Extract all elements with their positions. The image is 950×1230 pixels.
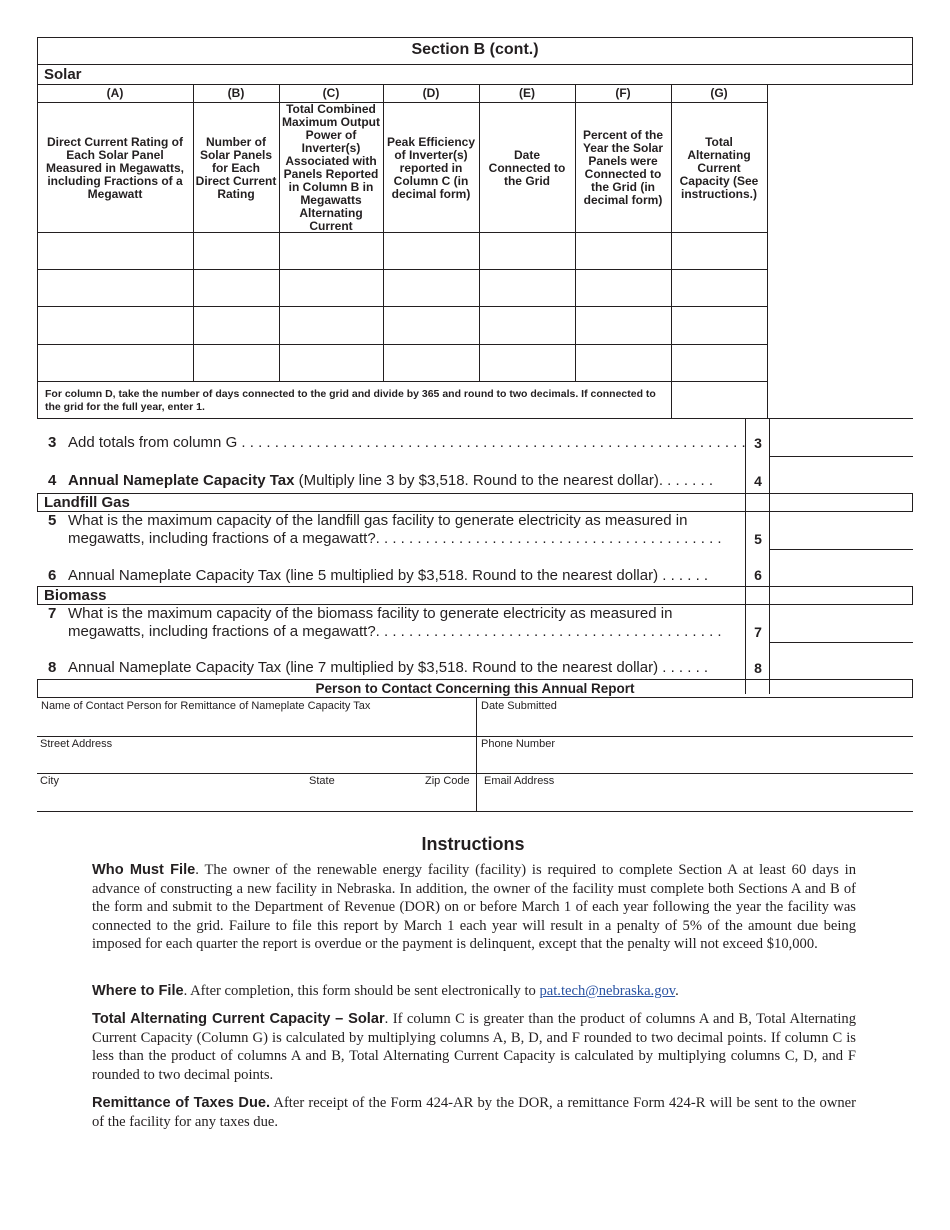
line-4-number: 4 bbox=[754, 473, 762, 489]
street-address-field[interactable] bbox=[38, 737, 475, 773]
solar-row-2-col-d-cell[interactable] bbox=[384, 270, 479, 306]
line-7: 7 What is the maximum capacity of the biomass facility to generate electricity as measured in bbox=[48, 605, 673, 622]
biomass-heading: Biomass bbox=[44, 587, 107, 604]
solar-row-2-col-c-cell[interactable] bbox=[280, 270, 383, 306]
solar-row-2-col-a-cell[interactable] bbox=[38, 270, 193, 306]
date-submitted-label: Date Submitted bbox=[481, 700, 557, 712]
line-5-entry[interactable] bbox=[770, 512, 913, 549]
column-f-heading: Percent of the Year the Solar Panels were Connected to the Grid (in decimal form) bbox=[582, 128, 664, 207]
solar-row-1-col-e-cell[interactable] bbox=[480, 233, 575, 269]
line-7-cont: megawatts, including fractions of a megawatt?. . . . . . . . . . . . . . . . . . . . . . . . . . . . . . . . . . . . . . . . . . bbox=[68, 623, 722, 640]
line-7-number: 7 bbox=[754, 624, 762, 640]
phone-number-label: Phone Number bbox=[481, 738, 555, 750]
instructions-title: Instructions bbox=[421, 834, 525, 854]
solar-row-1-col-g-cell[interactable] bbox=[672, 233, 767, 269]
column-g-letter: (G) bbox=[710, 86, 728, 100]
line-8: 8 Annual Nameplate Capacity Tax (line 7 multiplied by $3,518. Round to the nearest dollar) . . . . . . bbox=[48, 659, 709, 676]
solar-row-2-col-g-cell[interactable] bbox=[672, 270, 767, 306]
solar-row-3-col-b-cell[interactable] bbox=[194, 307, 279, 343]
column-e-letter: (E) bbox=[519, 86, 535, 100]
solar-row-3-col-e-cell[interactable] bbox=[480, 307, 575, 343]
email-address-label: Email Address bbox=[484, 775, 555, 787]
line-8-number: 8 bbox=[754, 660, 762, 676]
solar-row-2-col-e-cell[interactable] bbox=[480, 270, 575, 306]
solar-row-4-col-a-cell[interactable] bbox=[38, 345, 193, 381]
solar-row-3-col-f-cell[interactable] bbox=[576, 307, 671, 343]
contact-name-field[interactable] bbox=[38, 698, 475, 736]
landfill-heading: Landfill Gas bbox=[44, 494, 130, 511]
solar-row-1-col-c-cell[interactable] bbox=[280, 233, 383, 269]
line-4-entry[interactable] bbox=[770, 457, 913, 493]
solar-row-4-col-g-cell[interactable] bbox=[672, 345, 767, 381]
email-link[interactable]: pat.tech@nebraska.gov bbox=[539, 983, 676, 999]
line-5: 5 What is the maximum capacity of the landfill gas facility to generate electricity as measured in bbox=[48, 512, 688, 529]
column-e-heading: Date Connected to the Grid bbox=[488, 147, 566, 188]
column-c-heading: Total Combined Maximum Output Power of Inverter(s) Associated with Panels Reported in Column B in Megawatts Alternating Current bbox=[282, 102, 380, 233]
solar-row-3-col-d-cell[interactable] bbox=[384, 307, 479, 343]
contact-name-label: Name of Contact Person for Remittance of Nameplate Capacity Tax bbox=[41, 700, 371, 712]
state-label: State bbox=[309, 775, 335, 787]
solar-total-cell[interactable] bbox=[672, 382, 767, 418]
column-c-letter: (C) bbox=[322, 86, 340, 100]
email-address-field[interactable] bbox=[477, 774, 912, 811]
column-a-letter: (A) bbox=[106, 86, 124, 100]
solar-row-4-col-e-cell[interactable] bbox=[480, 345, 575, 381]
column-b-heading: Number of Solar Panels for Each Direct Current Rating bbox=[195, 134, 277, 201]
column-f-letter: (F) bbox=[615, 86, 631, 100]
zip-code-label: Zip Code bbox=[425, 775, 470, 787]
solar-row-4-col-c-cell[interactable] bbox=[280, 345, 383, 381]
line-3: 3 Add totals from column G . . . . . . . . . . . . . . . . . . . . . . . . . . . . . . . . . . . . . . . . . . . . . . . . . . . . . . . . . . . . . bbox=[48, 434, 746, 451]
column-d-note: For column D, take the number of days connected to the grid and divide by 365 and round to two decimals. If connected to the grid for the full year, enter 1. bbox=[45, 388, 656, 413]
solar-row-4-col-b-cell[interactable] bbox=[194, 345, 279, 381]
column-b-letter: (B) bbox=[227, 86, 245, 100]
solar-row-4-col-d-cell[interactable] bbox=[384, 345, 479, 381]
solar-row-1-col-f-cell[interactable] bbox=[576, 233, 671, 269]
contact-heading: Person to Contact Concerning this Annual Report bbox=[315, 681, 635, 696]
solar-row-1-col-a-cell[interactable] bbox=[38, 233, 193, 269]
where-to-file-paragraph: Where to File. After completion, this form should be sent electronically to pat.tech@nebraska.gov. bbox=[92, 983, 679, 999]
solar-row-3-col-g-cell[interactable] bbox=[672, 307, 767, 343]
line-4: 4 Annual Nameplate Capacity Tax (Multiply line 3 by $3,518. Round to the nearest dollar). . . . . . . bbox=[48, 472, 714, 489]
line-7-entry[interactable] bbox=[770, 605, 913, 642]
line-6-entry[interactable] bbox=[770, 550, 913, 586]
line-3-entry[interactable] bbox=[770, 419, 913, 456]
line-3-number: 3 bbox=[754, 435, 762, 451]
city-state-zip-field[interactable] bbox=[38, 774, 475, 811]
solar-row-3-col-a-cell[interactable] bbox=[38, 307, 193, 343]
section-title: Section B (cont.) bbox=[411, 41, 539, 58]
column-a-heading: Direct Current Rating of Each Solar Panel Measured in Megawatts, including Fractions of a Megawatt bbox=[45, 134, 185, 201]
column-d-letter: (D) bbox=[422, 86, 440, 100]
line-8-entry[interactable] bbox=[770, 643, 913, 679]
solar-row-4-col-f-cell[interactable] bbox=[576, 345, 671, 381]
line-5-number: 5 bbox=[754, 531, 762, 547]
solar-row-2-col-f-cell[interactable] bbox=[576, 270, 671, 306]
solar-row-1-col-d-cell[interactable] bbox=[384, 233, 479, 269]
line-5-cont: megawatts, including fractions of a megawatt?. . . . . . . . . . . . . . . . . . . . . . . . . . . . . . . . . . . . . . . . . . bbox=[68, 530, 722, 547]
line-6-number: 6 bbox=[754, 567, 762, 583]
solar-heading: Solar bbox=[44, 66, 82, 83]
solar-row-1-col-b-cell[interactable] bbox=[194, 233, 279, 269]
street-address-label: Street Address bbox=[40, 738, 113, 750]
solar-row-2-col-b-cell[interactable] bbox=[194, 270, 279, 306]
solar-row-3-col-c-cell[interactable] bbox=[280, 307, 383, 343]
city-label: City bbox=[40, 775, 59, 787]
date-submitted-field[interactable] bbox=[477, 698, 912, 736]
who-must-file-paragraph: Who Must File. The owner of the renewable energy facility (facility) is required to complete Section A at least 60 days in advance of constructing a new facility in Nebraska. In addition, the owner of the facility must complete both Sections A and B of the form and submit to the Department of Revenue (DOR) on or before March 1 of each year following the year the facility was connected to the grid. Failure to file this report by March 1 each year will result in a penalty of 5% of the amount due being imposed for each quarter the report is overdue or the payment is delinquent, except that the penalty will not exceed $10,000. bbox=[92, 862, 856, 953]
phone-number-field[interactable] bbox=[477, 737, 912, 773]
total-capacity-paragraph: Total Alternating Current Capacity – Solar. If column C is greater than the product of columns A and B, Total Alternating Current Capacity (Column G) is calculated by multiplying columns A, B, D, and F rounded to two decimal points. If column C is less than the product of columns A and B, Total Alternating Current Capacity is calculated by multiplying columns C, D, and F rounded to two decimal points. bbox=[92, 1011, 856, 1083]
column-g-heading: Total Alternating Current Capacity (See instructions.) bbox=[679, 134, 759, 201]
remittance-paragraph: Remittance of Taxes Due. After receipt of the Form 424-AR by the DOR, a remittance Form 424-R will be sent to the owner of the facility for any taxes due. bbox=[92, 1095, 857, 1130]
column-d-heading: Peak Efficiency of Inverter(s) reported in Column C (in decimal form) bbox=[386, 134, 476, 201]
line-6: 6 Annual Nameplate Capacity Tax (line 5 multiplied by $3,518. Round to the nearest dollar) . . . . . . bbox=[48, 567, 709, 584]
